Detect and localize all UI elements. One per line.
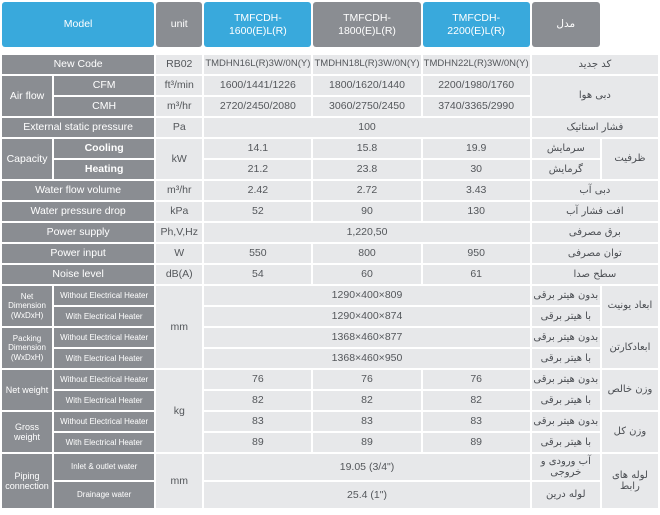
capacity-label: Capacity (2, 139, 52, 179)
packing-dim-without-value: 1368×460×877 (204, 328, 529, 347)
piping-inlet-value: 19.05 (3/4") (204, 454, 529, 480)
water-flow-label: Water flow volume (2, 181, 154, 200)
header-body-gap (2, 49, 658, 53)
weight-unit: kg (156, 370, 202, 452)
cooling-label-fa: سرمایش (532, 139, 600, 158)
capacity-label-fa: ظرفیت (602, 139, 658, 179)
row-net-dim-with (2, 307, 658, 326)
gross-weight-with-label-fa: با هیتر برقی (532, 433, 600, 452)
power-supply-unit: Ph,V,Hz (156, 223, 202, 242)
power-input-value-3: 950 (423, 244, 530, 263)
power-input-value-1: 550 (204, 244, 311, 263)
power-supply-label: Power supply (2, 223, 154, 242)
net-dim-without-value: 1290×400×809 (204, 286, 529, 305)
water-drop-value-2: 90 (313, 202, 420, 221)
packing-dim-with-value: 1368×460×950 (204, 349, 529, 368)
water-flow-value-3: 3.43 (423, 181, 530, 200)
row-power-supply (2, 223, 658, 242)
piping-inlet-label: Inlet & outlet water (54, 454, 154, 480)
piping-unit: mm (156, 454, 202, 508)
water-drop-unit: kPa (156, 202, 202, 221)
cmh-value-3: 3740/3365/2990 (423, 97, 530, 116)
net-dim-label-fa: ابعاد یونیت (602, 286, 658, 326)
cooling-value-2: 15.8 (313, 139, 420, 158)
new-code-value-1: TMDHN16L(R)3W/0N(Y) (204, 55, 311, 74)
gross-weight-with-value-1: 89 (204, 433, 311, 452)
cfm-value-3: 2200/1980/1760 (423, 76, 530, 95)
cfm-value-1: 1600/1441/1226 (204, 76, 311, 95)
net-dim-with-value: 1290×400×874 (204, 307, 529, 326)
new-code-label-fa: کد جدید (532, 55, 658, 74)
heating-label: Heating (54, 160, 154, 179)
gross-weight-without-label: Without Electrical Heater (54, 412, 154, 431)
row-water-flow-volume (2, 181, 658, 200)
net-weight-with-label: With Electrical Heater (54, 391, 154, 410)
row-new-code (2, 55, 658, 74)
packing-dim-label: Packing Dimension (WxDxH) (2, 328, 52, 368)
piping-inlet-label-fa: آب ورودی و خروجی (532, 454, 600, 480)
row-gross-weight-with (2, 433, 658, 452)
power-input-unit: W (156, 244, 202, 263)
capacity-unit: kW (156, 139, 202, 179)
noise-label-fa: سطح صدا (532, 265, 658, 284)
water-flow-value-1: 2.42 (204, 181, 311, 200)
new-code-unit: RB02 (156, 55, 202, 74)
row-air-flow-cfm (2, 76, 658, 95)
row-capacity-heating (2, 160, 658, 179)
cooling-label: Cooling (54, 139, 154, 158)
heating-value-2: 23.8 (313, 160, 420, 179)
power-input-label: Power input (2, 244, 154, 263)
cmh-value-2: 3060/2750/2450 (313, 97, 420, 116)
net-weight-without-label-fa: بدون هیتر برقی (532, 370, 600, 389)
model-column-3-header: TMFCDH-2200(E)L(R) (423, 2, 530, 47)
cooling-value-3: 19.9 (423, 139, 530, 158)
piping-label-fa: لوله های رابط (602, 454, 658, 508)
net-weight-label: Net weight (2, 370, 52, 410)
row-net-dim-without (2, 286, 658, 305)
new-code-value-2: TMDHN18L(R)3W/0N(Y) (313, 55, 420, 74)
cmh-unit: m³/hr (156, 97, 202, 116)
net-weight-with-value-2: 82 (313, 391, 420, 410)
cmh-value-1: 2720/2450/2080 (204, 97, 311, 116)
water-flow-label-fa: دبی آب (532, 181, 658, 200)
piping-drain-label-fa: لوله درین (532, 482, 600, 508)
row-external-static-pressure (2, 118, 658, 137)
esp-label: External static pressure (2, 118, 154, 137)
net-dim-with-label: With Electrical Heater (54, 307, 154, 326)
power-supply-value: 1,220,50 (204, 223, 529, 242)
noise-value-2: 60 (313, 265, 420, 284)
water-drop-value-1: 52 (204, 202, 311, 221)
row-packing-dim-with (2, 349, 658, 368)
esp-label-fa: فشار استاتیک (532, 118, 658, 137)
packing-dim-without-label-fa: بدون هیتر برقی (532, 328, 600, 347)
model-column-2-header: TMFCDH-1800(E)L(R) (313, 2, 420, 47)
row-piping-inlet (2, 454, 658, 480)
row-noise-level (2, 265, 658, 284)
heating-value-1: 21.2 (204, 160, 311, 179)
gross-weight-with-label: With Electrical Heater (54, 433, 154, 452)
heating-label-fa: گرمایش (532, 160, 600, 179)
air-flow-label: Air flow (2, 76, 52, 116)
esp-unit: Pa (156, 118, 202, 137)
noise-value-1: 54 (204, 265, 311, 284)
piping-drain-value: 25.4 (1") (204, 482, 529, 508)
net-weight-without-value-3: 76 (423, 370, 530, 389)
header-row (2, 2, 658, 47)
row-packing-dim-without (2, 328, 658, 347)
air-flow-label-fa: دبی هوا (532, 76, 658, 116)
net-dim-without-label-fa: بدون هیتر برقی (532, 286, 600, 305)
new-code-value-3: TMDHN22L(R)3W/0N(Y) (423, 55, 530, 74)
esp-value: 100 (204, 118, 529, 137)
dimension-unit: mm (156, 286, 202, 368)
row-power-input (2, 244, 658, 263)
net-weight-with-label-fa: با هیتر برقی (532, 391, 600, 410)
packing-dim-with-label: With Electrical Heater (54, 349, 154, 368)
noise-value-3: 61 (423, 265, 530, 284)
net-dim-label: Net Dimension (WxDxH) (2, 286, 52, 326)
new-code-label: New Code (2, 55, 154, 74)
noise-label: Noise level (2, 265, 154, 284)
cfm-unit: ft³/min (156, 76, 202, 95)
row-piping-drain (2, 482, 658, 508)
net-weight-without-value-2: 76 (313, 370, 420, 389)
net-weight-without-value-1: 76 (204, 370, 311, 389)
net-weight-label-fa: وزن خالص (602, 370, 658, 410)
packing-dim-label-fa: ابعادکارتن (602, 328, 658, 368)
row-capacity-cooling (2, 139, 658, 158)
model-header-fa-cell: مدل (532, 2, 600, 47)
gross-weight-without-value-2: 83 (313, 412, 420, 431)
gross-weight-without-value-3: 83 (423, 412, 530, 431)
gross-weight-without-label-fa: بدون هیتر برقی (532, 412, 600, 431)
power-supply-label-fa: برق مصرفی (532, 223, 658, 242)
piping-label: Piping connection (2, 454, 52, 508)
cooling-value-1: 14.1 (204, 139, 311, 158)
gross-weight-label: Gross weight (2, 412, 52, 452)
unit-header-cell: unit (156, 2, 202, 47)
gross-weight-with-value-2: 89 (313, 433, 420, 452)
net-dim-without-label: Without Electrical Heater (54, 286, 154, 305)
packing-dim-with-label-fa: با هیتر برقی (532, 349, 600, 368)
row-water-pressure-drop (2, 202, 658, 221)
water-flow-unit: m³/hr (156, 181, 202, 200)
cfm-value-2: 1800/1620/1440 (313, 76, 420, 95)
water-drop-label: Water pressure drop (2, 202, 154, 221)
water-flow-value-2: 2.72 (313, 181, 420, 200)
power-input-label-fa: توان مصرفی (532, 244, 658, 263)
packing-dim-without-label: Without Electrical Heater (54, 328, 154, 347)
row-gross-weight-without (2, 412, 658, 431)
power-input-value-2: 800 (313, 244, 420, 263)
noise-unit: dB(A) (156, 265, 202, 284)
net-weight-with-value-3: 82 (423, 391, 530, 410)
net-dim-with-label-fa: با هیتر برقی (532, 307, 600, 326)
model-column-1-header: TMFCDH-1600(E)L(R) (204, 2, 311, 47)
piping-drain-label: Drainage water (54, 482, 154, 508)
water-drop-label-fa: افت فشار آب (532, 202, 658, 221)
gross-weight-without-value-1: 83 (204, 412, 311, 431)
heating-value-3: 30 (423, 160, 530, 179)
water-drop-value-3: 130 (423, 202, 530, 221)
gross-weight-with-value-3: 89 (423, 433, 530, 452)
model-header-cell: Model (2, 2, 154, 47)
net-weight-without-label: Without Electrical Heater (54, 370, 154, 389)
cfm-label: CFM (54, 76, 154, 95)
row-net-weight-without (2, 370, 658, 389)
row-net-weight-with (2, 391, 658, 410)
net-weight-with-value-1: 82 (204, 391, 311, 410)
cmh-label: CMH (54, 97, 154, 116)
gross-weight-label-fa: وزن کل (602, 412, 658, 452)
